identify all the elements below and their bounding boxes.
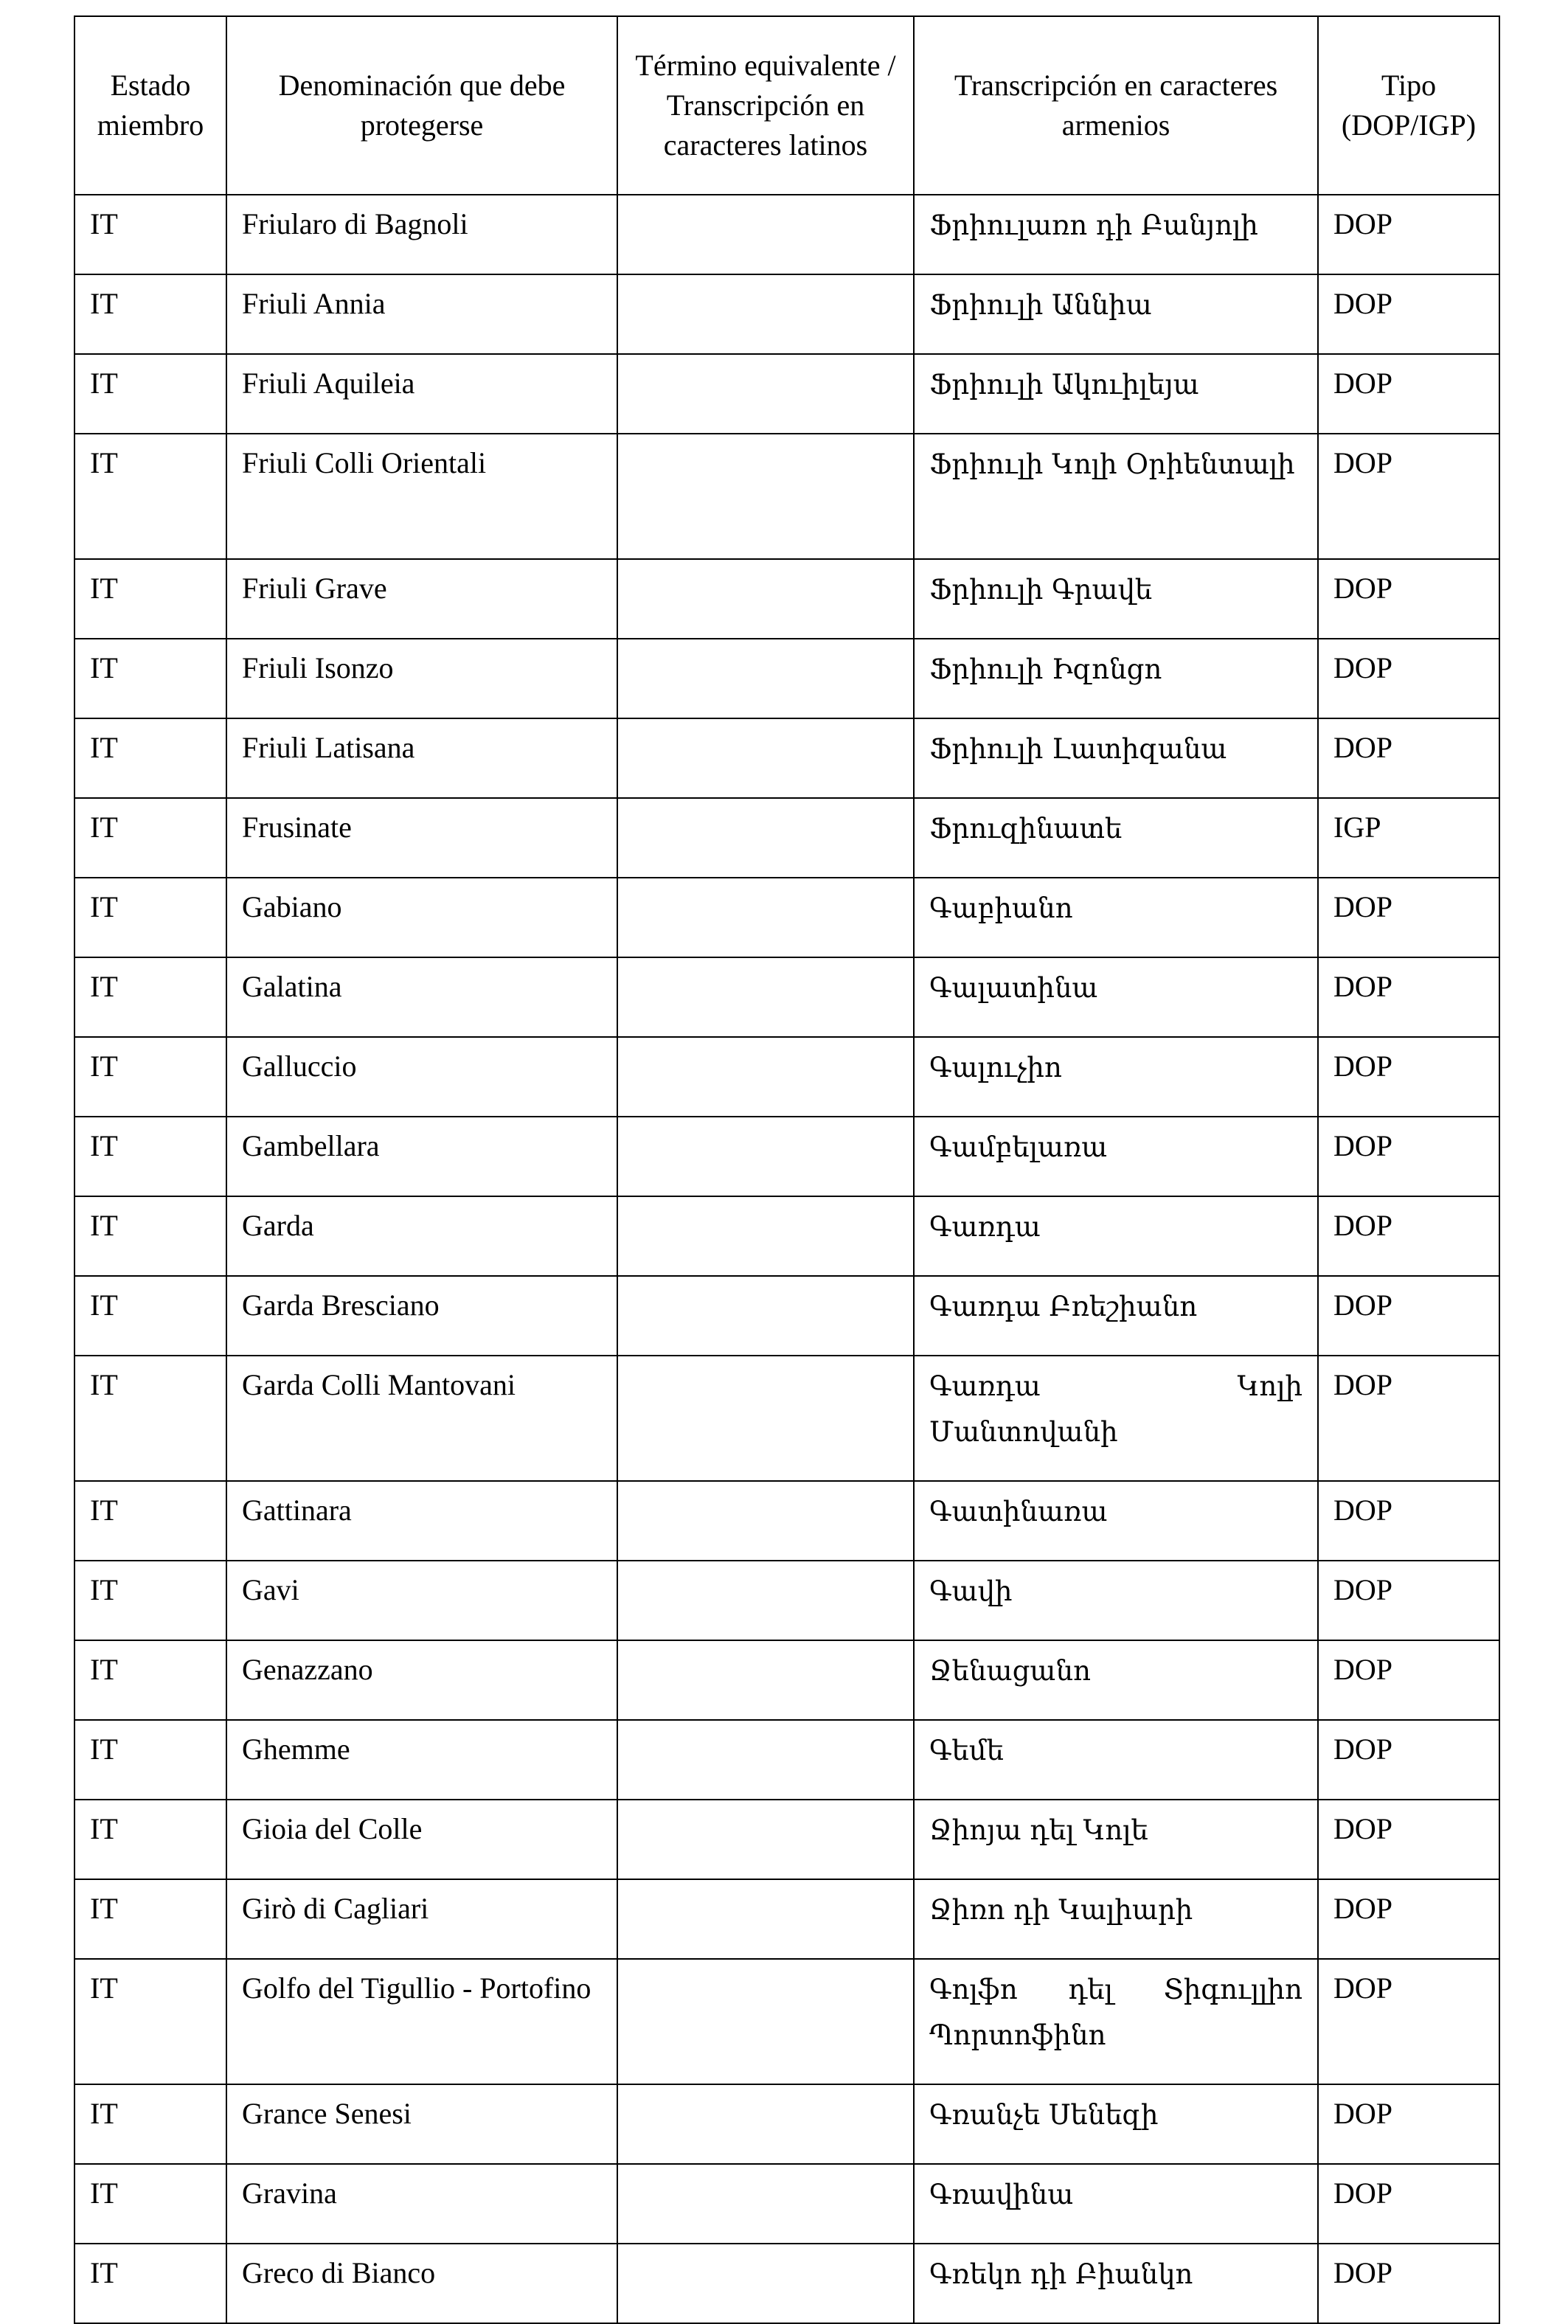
- armenian-transcription-cell: Ֆրիուլի Աննիա: [914, 274, 1318, 354]
- geographical-indications-table: [74, 15, 1500, 2324]
- equivalent-term-cell: [617, 798, 914, 878]
- armenian-transcription-cell: Գռեկո դի Բիանկո: [914, 2244, 1318, 2323]
- table-row: [74, 1800, 1499, 1879]
- armenian-transcription-cell: Ֆրիուլի Կոլի Օրիենտալի: [914, 434, 1318, 559]
- table-row: [74, 1196, 1499, 1276]
- denomination-cell: Greco di Bianco: [226, 2244, 617, 2323]
- equivalent-term-cell: [617, 1800, 914, 1879]
- armenian-transcription-cell: Գառդա: [914, 1196, 1318, 1276]
- table-row: [74, 1481, 1499, 1561]
- equivalent-term-cell: [617, 1196, 914, 1276]
- table-row: [74, 1959, 1499, 2084]
- denomination-cell: Galluccio: [226, 1037, 617, 1117]
- equivalent-term-cell: [617, 1879, 914, 1959]
- header-row: [74, 16, 1499, 195]
- type-cell: DOP: [1318, 639, 1499, 718]
- equivalent-term-cell: [617, 1959, 914, 2084]
- header-type: Tipo (DOP/IGP): [1318, 16, 1499, 195]
- header-member-state: Estado miembro: [74, 16, 226, 195]
- type-cell: DOP: [1318, 718, 1499, 798]
- equivalent-term-cell: [617, 878, 914, 957]
- table-row: [74, 434, 1499, 559]
- table-header: [74, 16, 1499, 195]
- member-state-cell: IT: [74, 957, 226, 1037]
- member-state-cell: IT: [74, 878, 226, 957]
- table-row: [74, 2084, 1499, 2164]
- table-row: [74, 878, 1499, 957]
- table-row: [74, 559, 1499, 639]
- member-state-cell: IT: [74, 274, 226, 354]
- table-row: [74, 2244, 1499, 2323]
- member-state-cell: IT: [74, 1196, 226, 1276]
- armenian-transcription-cell: Գառդա Բռեշիանո: [914, 1276, 1318, 1356]
- member-state-cell: IT: [74, 1481, 226, 1561]
- type-cell: DOP: [1318, 434, 1499, 559]
- type-cell: DOP: [1318, 1117, 1499, 1196]
- equivalent-term-cell: [617, 1356, 914, 1481]
- armenian-transcription-cell: Գոլֆո դել Տիգուլլիո Պորտոֆինո: [914, 1959, 1318, 2084]
- equivalent-term-cell: [617, 2244, 914, 2323]
- type-cell: DOP: [1318, 195, 1499, 274]
- header-armenian-transcription: Transcripción en caracteres armenios: [914, 16, 1318, 195]
- armenian-transcription-cell: Ֆրուզինատե: [914, 798, 1318, 878]
- equivalent-term-cell: [617, 354, 914, 434]
- member-state-cell: IT: [74, 718, 226, 798]
- type-cell: DOP: [1318, 1276, 1499, 1356]
- header-equivalent-term: Término equivalente / Transcripción en caracteres latinos: [617, 16, 914, 195]
- member-state-cell: IT: [74, 1959, 226, 2084]
- member-state-cell: IT: [74, 559, 226, 639]
- type-cell: DOP: [1318, 1196, 1499, 1276]
- table-row: [74, 195, 1499, 274]
- armenian-transcription-cell: Գռավինա: [914, 2164, 1318, 2244]
- table-row: [74, 1640, 1499, 1720]
- equivalent-term-cell: [617, 639, 914, 718]
- denomination-cell: Friuli Aquileia: [226, 354, 617, 434]
- member-state-cell: IT: [74, 354, 226, 434]
- type-cell: DOP: [1318, 2084, 1499, 2164]
- armenian-transcription-cell: Գաբիանո: [914, 878, 1318, 957]
- denomination-cell: Garda Colli Mantovani: [226, 1356, 617, 1481]
- table-row: [74, 718, 1499, 798]
- denomination-cell: Friularo di Bagnoli: [226, 195, 617, 274]
- table-row: [74, 639, 1499, 718]
- equivalent-term-cell: [617, 957, 914, 1037]
- denomination-cell: Friuli Colli Orientali: [226, 434, 617, 559]
- table-row: [74, 274, 1499, 354]
- equivalent-term-cell: [617, 1561, 914, 1640]
- header-denomination: Denominación que debe protegerse: [226, 16, 617, 195]
- equivalent-term-cell: [617, 1276, 914, 1356]
- armenian-transcription-cell: Ջիռո դի Կալիարի: [914, 1879, 1318, 1959]
- type-cell: DOP: [1318, 1356, 1499, 1481]
- type-cell: DOP: [1318, 1481, 1499, 1561]
- equivalent-term-cell: [617, 1117, 914, 1196]
- equivalent-term-cell: [617, 1640, 914, 1720]
- type-cell: DOP: [1318, 1037, 1499, 1117]
- table-row: [74, 1356, 1499, 1481]
- denomination-cell: Gambellara: [226, 1117, 617, 1196]
- member-state-cell: IT: [74, 1117, 226, 1196]
- denomination-cell: Genazzano: [226, 1640, 617, 1720]
- equivalent-term-cell: [617, 434, 914, 559]
- type-cell: DOP: [1318, 957, 1499, 1037]
- denomination-cell: Gioia del Colle: [226, 1800, 617, 1879]
- type-cell: DOP: [1318, 1561, 1499, 1640]
- equivalent-term-cell: [617, 2084, 914, 2164]
- type-cell: DOP: [1318, 274, 1499, 354]
- armenian-transcription-cell: Ֆրիուլի Ակուիլեյա: [914, 354, 1318, 434]
- member-state-cell: IT: [74, 434, 226, 559]
- table-row: [74, 798, 1499, 878]
- table-row: [74, 1720, 1499, 1800]
- equivalent-term-cell: [617, 1481, 914, 1561]
- table-row: [74, 354, 1499, 434]
- denomination-cell: Garda: [226, 1196, 617, 1276]
- equivalent-term-cell: [617, 195, 914, 274]
- member-state-cell: IT: [74, 195, 226, 274]
- denomination-cell: Girò di Cagliari: [226, 1879, 617, 1959]
- armenian-transcription-cell: Գառդա Կոլի Մանտովանի: [914, 1356, 1318, 1481]
- equivalent-term-cell: [617, 274, 914, 354]
- type-cell: DOP: [1318, 1800, 1499, 1879]
- type-cell: DOP: [1318, 1879, 1499, 1959]
- armenian-transcription-cell: Գատինառա: [914, 1481, 1318, 1561]
- table-row: [74, 1276, 1499, 1356]
- denomination-cell: Friuli Latisana: [226, 718, 617, 798]
- member-state-cell: IT: [74, 1879, 226, 1959]
- table-body: [74, 195, 1499, 2323]
- type-cell: DOP: [1318, 1640, 1499, 1720]
- equivalent-term-cell: [617, 718, 914, 798]
- type-cell: DOP: [1318, 354, 1499, 434]
- denomination-cell: Friuli Isonzo: [226, 639, 617, 718]
- equivalent-term-cell: [617, 1720, 914, 1800]
- member-state-cell: IT: [74, 798, 226, 878]
- member-state-cell: IT: [74, 1720, 226, 1800]
- armenian-transcription-cell: Գալատինա: [914, 957, 1318, 1037]
- table-row: [74, 1117, 1499, 1196]
- type-cell: DOP: [1318, 1959, 1499, 2084]
- member-state-cell: IT: [74, 1356, 226, 1481]
- armenian-transcription-cell: Գալուչիո: [914, 1037, 1318, 1117]
- denomination-cell: Garda Bresciano: [226, 1276, 617, 1356]
- member-state-cell: IT: [74, 2244, 226, 2323]
- denomination-cell: Frusinate: [226, 798, 617, 878]
- denomination-cell: Gattinara: [226, 1481, 617, 1561]
- armenian-transcription-cell: Ֆրիուլի Լատիզանա: [914, 718, 1318, 798]
- equivalent-term-cell: [617, 559, 914, 639]
- table-row: [74, 957, 1499, 1037]
- type-cell: DOP: [1318, 1720, 1499, 1800]
- member-state-cell: IT: [74, 1800, 226, 1879]
- member-state-cell: IT: [74, 1276, 226, 1356]
- type-cell: DOP: [1318, 2244, 1499, 2323]
- type-cell: IGP: [1318, 798, 1499, 878]
- member-state-cell: IT: [74, 639, 226, 718]
- denomination-cell: Gavi: [226, 1561, 617, 1640]
- denomination-cell: Friuli Annia: [226, 274, 617, 354]
- member-state-cell: IT: [74, 2164, 226, 2244]
- type-cell: DOP: [1318, 878, 1499, 957]
- denomination-cell: Gabiano: [226, 878, 617, 957]
- member-state-cell: IT: [74, 1640, 226, 1720]
- type-cell: DOP: [1318, 2164, 1499, 2244]
- armenian-transcription-cell: Գամբելառա: [914, 1117, 1318, 1196]
- type-cell: DOP: [1318, 559, 1499, 639]
- table-row: [74, 1037, 1499, 1117]
- armenian-transcription-cell: Ջենացանո: [914, 1640, 1318, 1720]
- member-state-cell: IT: [74, 1037, 226, 1117]
- armenian-transcription-cell: Ֆրիուլի Իզոնցո: [914, 639, 1318, 718]
- armenian-transcription-cell: Ջիոյա դել Կոլե: [914, 1800, 1318, 1879]
- armenian-transcription-cell: Գռանչե Սենեզի: [914, 2084, 1318, 2164]
- equivalent-term-cell: [617, 2164, 914, 2244]
- denomination-cell: Ghemme: [226, 1720, 617, 1800]
- denomination-cell: Grance Senesi: [226, 2084, 617, 2164]
- member-state-cell: IT: [74, 1561, 226, 1640]
- member-state-cell: IT: [74, 2084, 226, 2164]
- denomination-cell: Friuli Grave: [226, 559, 617, 639]
- table-row: [74, 1879, 1499, 1959]
- denomination-cell: Galatina: [226, 957, 617, 1037]
- denomination-cell: Gravina: [226, 2164, 617, 2244]
- table-row: [74, 1561, 1499, 1640]
- armenian-transcription-cell: Գեմե: [914, 1720, 1318, 1800]
- equivalent-term-cell: [617, 1037, 914, 1117]
- armenian-transcription-cell: Գավի: [914, 1561, 1318, 1640]
- armenian-transcription-cell: Ֆրիուլի Գրավե: [914, 559, 1318, 639]
- table-row: [74, 2164, 1499, 2244]
- armenian-transcription-cell: Ֆրիուլառո դի Բանյոլի: [914, 195, 1318, 274]
- denomination-cell: Golfo del Tigullio - Portofino: [226, 1959, 617, 2084]
